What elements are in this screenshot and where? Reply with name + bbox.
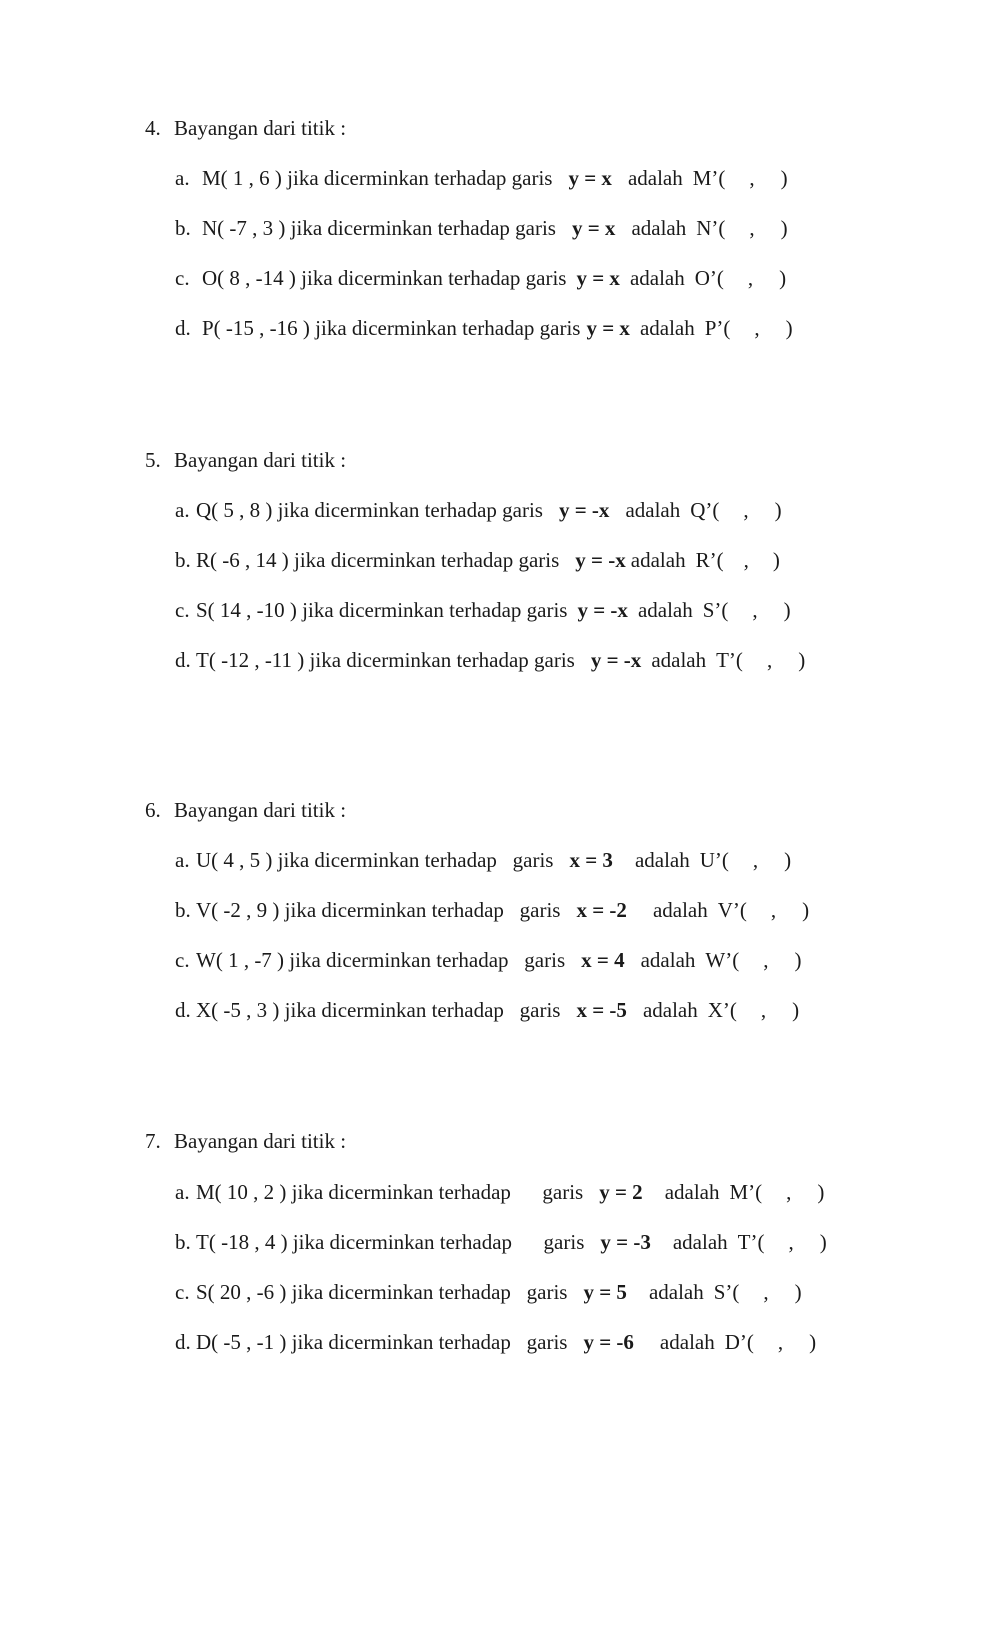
- question-item: [175, 998, 799, 1023]
- image-comma: ,: [763, 1280, 769, 1304]
- image-comma: ,: [747, 266, 754, 290]
- reflection-line: y = x: [586, 316, 630, 340]
- image-point: X’(: [707, 998, 737, 1022]
- image-close: ): [809, 1330, 817, 1354]
- reflection-line: y = x: [576, 266, 620, 290]
- item-point: S( 20 , -6 ) jika dicerminkan terhadap garis: [196, 1280, 568, 1304]
- item-adalah: adalah: [664, 1180, 720, 1204]
- image-point: W’(: [705, 948, 740, 972]
- item-adalah: adalah: [629, 266, 685, 290]
- reflection-line: y = -3: [600, 1230, 651, 1254]
- image-point: S’(: [713, 1280, 740, 1304]
- item-adalah: adalah: [627, 166, 683, 190]
- item-letter: a.: [175, 848, 190, 872]
- image-comma: ,: [743, 498, 749, 522]
- item-letter: d.: [175, 1330, 191, 1354]
- reflection-line: y = x: [568, 166, 612, 190]
- item-adalah: adalah: [630, 548, 686, 572]
- section-heading: Bayangan dari titik :: [174, 1129, 347, 1153]
- image-close: ): [802, 898, 810, 922]
- item-adalah: adalah: [651, 648, 707, 672]
- section-heading: Bayangan dari titik :: [174, 448, 347, 472]
- image-comma: ,: [754, 316, 760, 340]
- image-close: ): [774, 498, 782, 522]
- item-letter: c.: [175, 1280, 190, 1304]
- item-letter: b.: [175, 216, 191, 240]
- question-item: [175, 548, 780, 573]
- question-item: [175, 948, 801, 973]
- section-heading: Bayangan dari titik :: [174, 798, 347, 822]
- image-comma: ,: [763, 948, 769, 972]
- image-close: ): [785, 316, 793, 340]
- question-item: [175, 1180, 824, 1205]
- image-point: T’(: [737, 1230, 765, 1254]
- item-letter: d.: [175, 648, 191, 672]
- item-adalah: adalah: [625, 498, 681, 522]
- section-title: [145, 1129, 346, 1154]
- image-point: D’(: [724, 1330, 754, 1354]
- section-title: [145, 448, 346, 473]
- image-point: P’(: [704, 316, 731, 340]
- image-close: ): [779, 266, 787, 290]
- image-point: V’(: [717, 898, 747, 922]
- reflection-line: y = 5: [583, 1280, 627, 1304]
- question-item: [175, 1280, 802, 1305]
- reflection-line: x = -2: [576, 898, 627, 922]
- reflection-line: x = 4: [581, 948, 625, 972]
- image-comma: ,: [749, 166, 755, 190]
- question-item: [175, 848, 791, 873]
- image-comma: ,: [777, 1330, 784, 1354]
- image-point: R’(: [695, 548, 724, 572]
- item-adalah: adalah: [634, 848, 690, 872]
- section-number: 7.: [145, 1129, 161, 1153]
- image-point: U’(: [699, 848, 729, 872]
- question-item: [175, 266, 786, 291]
- image-close: ): [792, 998, 800, 1022]
- item-point: V( -2 , 9 ) jika dicerminkan terhadap garis: [196, 898, 561, 922]
- item-adalah: adalah: [648, 1280, 704, 1304]
- item-letter: b.: [175, 548, 191, 572]
- reflection-line: y = x: [571, 216, 616, 240]
- reflection-line: y = -x: [558, 498, 610, 522]
- item-adalah: adalah: [659, 1330, 715, 1354]
- image-comma: ,: [788, 1230, 794, 1254]
- image-point: O’(: [694, 266, 724, 290]
- question-item: [175, 216, 788, 241]
- question-item: [175, 498, 782, 523]
- reflection-line: y = 2: [599, 1180, 643, 1204]
- item-adalah: adalah: [637, 598, 693, 622]
- item-point: T( -12 , -11 ) jika dicerminkan terhadap garis: [196, 648, 575, 672]
- question-item: [175, 648, 805, 673]
- image-comma: ,: [766, 648, 773, 672]
- section-title: [145, 798, 346, 823]
- item-letter: d.: [175, 998, 191, 1022]
- item-point: M( 10 , 2 ) jika dicerminkan terhadap garis: [196, 1180, 584, 1204]
- image-close: ): [780, 216, 788, 240]
- image-comma: ,: [743, 548, 749, 572]
- question-item: [175, 1330, 816, 1355]
- item-point: P( -15 , -16 ) jika dicerminkan terhadap garis: [202, 316, 581, 340]
- item-point: M( 1 , 6 ) jika dicerminkan terhadap garis: [202, 166, 553, 190]
- item-letter: a.: [175, 498, 190, 522]
- item-letter: a.: [175, 166, 190, 190]
- item-letter: a.: [175, 1180, 190, 1204]
- item-adalah: adalah: [640, 948, 696, 972]
- item-point: U( 4 , 5 ) jika dicerminkan terhadap garis: [196, 848, 554, 872]
- image-close: ): [817, 1180, 825, 1204]
- item-adalah: adalah: [652, 898, 708, 922]
- section-heading: Bayangan dari titik :: [174, 116, 347, 140]
- item-point: O( 8 , -14 ) jika dicerminkan terhadap garis: [202, 266, 567, 290]
- item-point: T( -18 , 4 ) jika dicerminkan terhadap garis: [196, 1230, 585, 1254]
- item-letter: b.: [175, 898, 191, 922]
- reflection-line: y = -6: [583, 1330, 634, 1354]
- image-point: M’(: [692, 166, 726, 190]
- reflection-line: x = -5: [576, 998, 627, 1022]
- image-point: T’(: [716, 648, 743, 672]
- item-letter: d.: [175, 316, 191, 340]
- reflection-line: x = 3: [569, 848, 613, 872]
- image-comma: ,: [752, 848, 759, 872]
- image-comma: ,: [770, 898, 777, 922]
- image-comma: ,: [786, 1180, 792, 1204]
- image-close: ): [772, 548, 780, 572]
- image-comma: ,: [752, 598, 758, 622]
- item-point: W( 1 , -7 ) jika dicerminkan terhadap garis: [196, 948, 566, 972]
- image-close: ): [819, 1230, 827, 1254]
- image-close: ): [794, 1280, 802, 1304]
- item-letter: c.: [175, 266, 190, 290]
- section-number: 5.: [145, 448, 161, 472]
- question-item: [175, 1230, 827, 1255]
- item-point: R( -6 , 14 ) jika dicerminkan terhadap garis: [196, 548, 560, 572]
- item-letter: c.: [175, 948, 190, 972]
- reflection-line: y = -x: [577, 598, 628, 622]
- item-adalah: adalah: [631, 216, 687, 240]
- image-close: ): [798, 648, 806, 672]
- image-close: ): [784, 848, 792, 872]
- image-close: ): [780, 166, 788, 190]
- question-item: [175, 316, 793, 341]
- image-close: ): [783, 598, 791, 622]
- image-point: S’(: [702, 598, 729, 622]
- item-point: S( 14 , -10 ) jika dicerminkan terhadap garis: [196, 598, 568, 622]
- question-item: [175, 898, 809, 923]
- question-item: [175, 598, 791, 623]
- image-point: Q’(: [690, 498, 720, 522]
- section-number: 6.: [145, 798, 161, 822]
- item-adalah: adalah: [639, 316, 695, 340]
- image-close: ): [794, 948, 802, 972]
- item-point: D( -5 , -1 ) jika dicerminkan terhadap garis: [196, 1330, 568, 1354]
- image-comma: ,: [760, 998, 767, 1022]
- item-point: Q( 5 , 8 ) jika dicerminkan terhadap garis: [196, 498, 543, 522]
- section-number: 4.: [145, 116, 161, 140]
- item-adalah: adalah: [642, 998, 698, 1022]
- item-letter: b.: [175, 1230, 191, 1254]
- reflection-line: y = -x: [575, 548, 626, 572]
- question-item: [175, 166, 788, 191]
- image-comma: ,: [749, 216, 755, 240]
- section-title: [145, 116, 346, 141]
- image-point: N’(: [696, 216, 726, 240]
- item-point: N( -7 , 3 ) jika dicerminkan terhadap garis: [202, 216, 556, 240]
- item-letter: c.: [175, 598, 190, 622]
- item-adalah: adalah: [672, 1230, 728, 1254]
- image-point: M’(: [729, 1180, 763, 1204]
- reflection-line: y = -x: [590, 648, 642, 672]
- item-point: X( -5 , 3 ) jika dicerminkan terhadap garis: [196, 998, 561, 1022]
